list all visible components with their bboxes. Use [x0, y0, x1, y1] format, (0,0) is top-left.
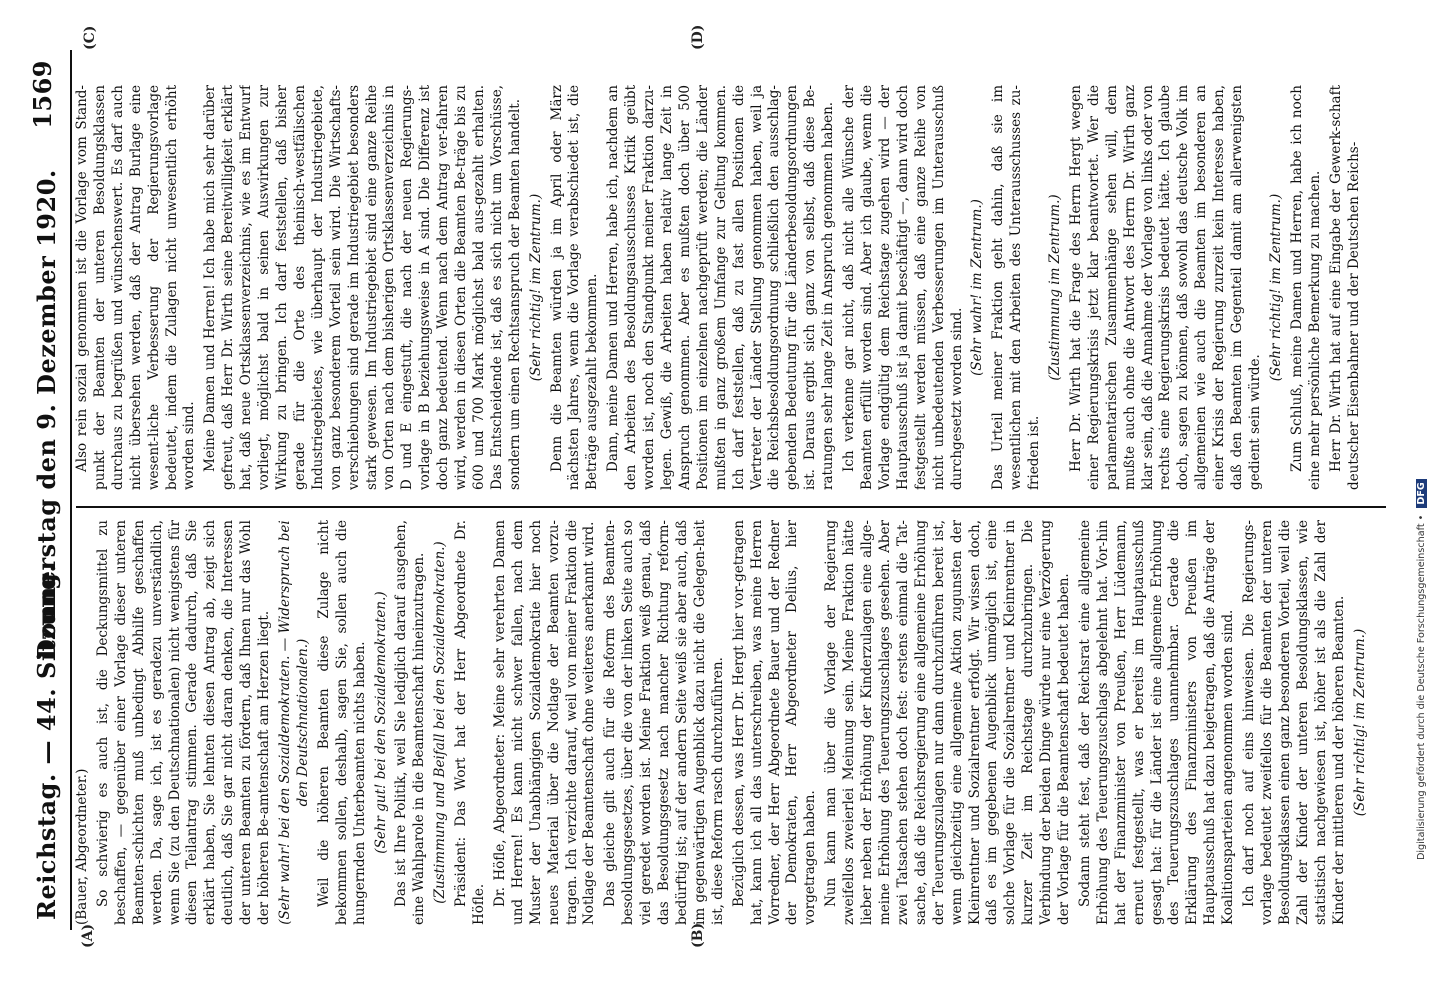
digitization-credit — [1416, 0, 1427, 1000]
header-session: Reichstag. — 44. Sitzung. — [32, 563, 61, 920]
paragraph: Dr. Höfle, Abgeordneter: Meine sehr verehrten Damen und Herren! Es kann nicht schwer fallen, nach dem Muster der Unabhängigen Sozialdemokratie hier noch neues Material über die Notlage der Beamten vorzu-tragen. Ich verzichte darauf, weil von meiner Fraktion die Notlage der Beamtenschaft ohne weiteres anerkannt wird. — [491, 520, 598, 925]
paragraph: Sodann steht fest, daß der Reichsrat eine allgemeine Erhöhung des Teuerungszuschlags abgelehnt hat. Vor-hin hat der Finanzminister von Preußen, Herr Lüdemann, erneut festgestellt, was er bereits im Hauptausschuß gesagt hat: für die Länder ist eine allgemeine Erhöhung des Teuerungszuschlages unannehmbar. Gerade die Erklärung des Finanzministers von Preußen im Hauptausschuß hat dazu beigetragen, daß die Anträge der Koalitionsparteien angenommen worden sind. — [1076, 520, 1237, 925]
paragraph: Zum Schluß, meine Damen und Herren, habe ich noch eine mehr persönliche Bemerkung zu machen. — [1288, 85, 1323, 490]
paragraph: So schwierig es auch ist, die Deckungsmittel zu beschaffen, — gegenüber einer Vorlage dieser unteren Beamten-schichten muß unbedingt Abhilfe geschaffen werden. Da, sage ich, ist es geradezu unverständlich, wenn Sie (zu den Deutschnationalen) nicht wenigstens für diesen Teilantrag stimmen. Gerade dadurch, daß Sie erklärt haben, Sie lehnten diesen Antrag ab, zeigt sich deutlich, daß Sie gar nicht daran denken, die Interessen der unteren Beamten zu fördern, daß Ihnen nur das Wohl der höheren Be-amtenschaft am Herzen liegt. — [94, 520, 273, 925]
margin-mark-b: (B) — [690, 922, 706, 948]
paragraph: Ich verkenne gar nicht, daß nicht alle Wünsche der Beamten erfüllt worden sind. Aber ich glaube, wenn die Vorlage endgültig dem Reichstage zugehen wird — der Hauptausschuß ist ja damit beschäftigt —, dann wird doch festgestellt werden müssen, daß eine ganze Reihe von nicht unbedeutenden Verbesserungen im Unterausschuß durchgesetzt worden sind. — [841, 85, 965, 490]
right-column — [74, 85, 1394, 490]
paragraph: Dann, meine Damen und Herren, habe ich, nachdem an den Arbeiten des Besoldungsausschusses Kritik geübt worden ist, noch den Standpunkt meiner Fraktion darzu-legen. Gewiß, die Arbeiten haben relativ lange Zeit in Anspruch genommen. Aber es mußten doch über 500 Positionen im einzelnen nachgeprüft werden; die Länder mußten in ganz großem Umfange zur Geltung kommen. Ich darf feststellen, daß zu fast allen Positionen die Vertreter der Länder Stellung genommen haben, weil ja die Reichsbesoldungsordnung schließlich den ausschlag-gebenden Bedeutung für die Länderbesoldungsordnungen ist. Daraus ergibt sich ganz von selbst, daß diese Be-ratungen sehr lange Zeit in Anspruch genommen haben. — [605, 85, 837, 490]
paragraph: Meine Damen und Herren! Ich habe mich sehr darüber gefreut, daß Herr Dr. Wirth seine Bereitwilligkeit erklärt hat, daß neue Ortsklassenverzeichnis, wie es im Entwurf vorliegt, möglichst bald in seinen Auswirkungen zur Wirkung zu bringen. Ich darf feststellen, daß bisher gerade für die Orte des theinisch-westfälischen Industriegebietes, wie überhaupt der Industriegebiete, von ganz besonderem Vorteil sein wird. Die Wirtschafts-verschiebungen sind gerade im Industriegebiet besonders stark gewesen. Im Industriegebiet sind eine ganze Reihe von Orten nach dem bisherigen Ortsklassenverzeichnis in D und E eingestuft, die nach der neuen Regierungs-vorlage in B beziehungsweise in A sind. Die Differenz ist doch ganz bedeutend. Wenn nach dem Antrag ver-fahren wird, werden in diesen Orten die Beamten Be-träge bis zu 600 und 700 Mark möglichst bald aus-gezahlt erhalten. Das Entscheidende ist, daß es sich nicht um Vorschüsse, sondern um einen Rechtsanspruch der Beamten handelt. — [202, 85, 523, 490]
column-divider — [76, 506, 1386, 508]
paragraph: Das gleiche gilt auch für die Reform des Beamten-besoldungsgesetzes, über die von der linken Seite auch so viel geredet worden ist. Meine Fraktion weiß genau, daß das Besoldungsgesetz nach mancher Richtung reform-bedürftig ist; auf der andern Seite weiß sie aber auch, daß im gegenwärtigen Augenblick dazu nicht die Gelegen-heit ist, diese Reform rasch durchzuführen. — [602, 520, 726, 925]
credit-text: Digitalisierung gefördert durch die Deutsche Forschungsgemeinschaft • — [1416, 514, 1427, 860]
paragraph: Das ist Ihre Politik, weil Sie lediglich darauf ausgehen, eine Wahlparole in die Beamtenschaft hineinzutragen. — [393, 520, 428, 925]
interjection: (Zustimmung im Zentrum.) — [1047, 194, 1064, 381]
paragraph: Bezüglich dessen, was Herr Dr. Hergt hier vor-getragen hat, kann ich all das unterschreiben, was meine Herren Vorredner, der Herr Abgeordnete Bauer und der Redner der Demokraten, Herr Abgeordneter Delius, hier vorgetragen haben. — [730, 520, 819, 925]
margin-mark-c: (C) — [82, 25, 98, 50]
interjection: (Zustimmung und Beifall bei den Sozialdemokraten.) — [432, 541, 449, 904]
interjection: (Sehr gut! bei den Sozialdemokraten.) — [372, 591, 389, 854]
paragraph: Also rein sozial genommen ist die Vorlage vom Stand-punkt der Beamten der unteren Besoldungsklassen durchaus zu begrüßen und wünschenswert. Es darf auch nicht übersehen werden, daß der Antrag Burlage eine wesent-liche Verbesserung der Regierungsvorlage bedeutet, indem die Zulagen nicht unwesentlich erhöht worden sind. — [74, 85, 198, 490]
paragraph: Denn die Beamten würden ja im April oder März nächsten Jahres, wenn die Vorlage verabschiedet ist, die Beträge ausgezahlt bekommen. — [548, 85, 601, 490]
paragraph: Herr Dr. Wirth hat die Frage des Herrn Hergt wegen einer Regierungskrisis jetzt klar beantwortet. Wer die parlamentarischen Zusammenhänge sehen will, dem mußte auch ohne die Antwort des Herrn Dr. Wirth ganz klar sein, daß die Annahme der Vorlage von links oder von rechts eine Regierungskrisis bedeutet hätte. Ich glaube doch, sagen zu können, daß sowohl das deutsche Volk im allgemeinen wie auch die Beamten im besonderen an einer Krisis der Regierung zurzeit kein Interesse haben, daß den Beamten im Gegenteil damit am allerwenigsten gedient sein würde. — [1067, 85, 1263, 490]
paragraph: Das Urteil meiner Fraktion geht dahin, daß sie im wesentlichen mit den Arbeiten des Unterausschusses zu-frieden ist. — [990, 85, 1043, 490]
paragraph: (Bauer, Abgeordneter.) — [74, 768, 90, 925]
page-header — [18, 50, 72, 930]
paragraph: Herr Dr. Wirth hat auf eine Eingabe der Gewerk-schaft deutscher Eisenbahner und der Deutschen Reichs- — [1327, 85, 1362, 490]
interjection: (Sehr richtig! im Zentrum.) — [1351, 628, 1368, 817]
header-date: Donnerstag den 9. Dezember 1920. — [32, 169, 61, 660]
interjection: (Sehr richtig! im Zentrum.) — [527, 193, 544, 382]
dfg-logo: DFG — [1416, 479, 1427, 507]
interjection: (Sehr wahr! im Zentrum.) — [969, 199, 986, 376]
interjection: (Sehr wahr! bei den Sozialdemokraten. — Widerspruch bei den Deutschnationalen.) — [276, 520, 311, 925]
margin-mark-d: (D) — [690, 24, 706, 50]
paragraph: Ich darf noch auf eins hinweisen. Die Regierungs-vorlage bedeutet zweifellos für die Beamten der unteren Besoldungsklassen einen ganz besonderen Vorteil, weil die Zahl der Kinder der unteren Besoldungsklassen, wie statistisch nachgewiesen ist, höher ist als die Zahl der Kinder der mittleren und der höheren Beamten. — [1241, 520, 1347, 925]
paragraph: Nun kann man über die Vorlage der Regierung zweifellos zweierlei Meinung sein. Meine Fraktion hätte lieber neben der Erhöhung der Kinderzulagen eine allge-meine Erhöhung des Teuerungszuschlages gesehen. Aber zwei Tatsachen stehen doch fest: erstens einmal die Tat-sache, daß die Reichsregierung eine allgemeine Erhöhung der Teuerungszulagen nur dann durchzuführen bereit ist, wenn gleichzeitig eine allgemeine Aktion zugunsten der Kleinrentner und Sozialrentner erfolgt. Wir wissen doch, daß es im gegebenen Augenblick unmöglich ist, eine solche Vorlage für die Sozialrentner und Kleinrentner in kurzer Zeit im Reichstage durchzubringen. Die Verbindung der beiden Dinge würde nur eine Verzögerung der Vorlage für die Beamtenschaft bedeutet haben. — [823, 520, 1073, 925]
left-column — [74, 520, 1394, 925]
paragraph: Weil die höheren Beamten diese Zulage nicht bekommen sollen, deshalb, sagen Sie, sollen auch die hungernden Unterbeamten nichts haben. — [315, 520, 368, 925]
page-number: 1569 — [28, 60, 57, 129]
interjection: (Sehr richtig! im Zentrum.) — [1267, 193, 1284, 382]
margin-mark-a: (A) — [80, 923, 96, 948]
paragraph: Präsident: Das Wort hat der Herr Abgeordnete Dr. Höfle. — [453, 520, 488, 925]
